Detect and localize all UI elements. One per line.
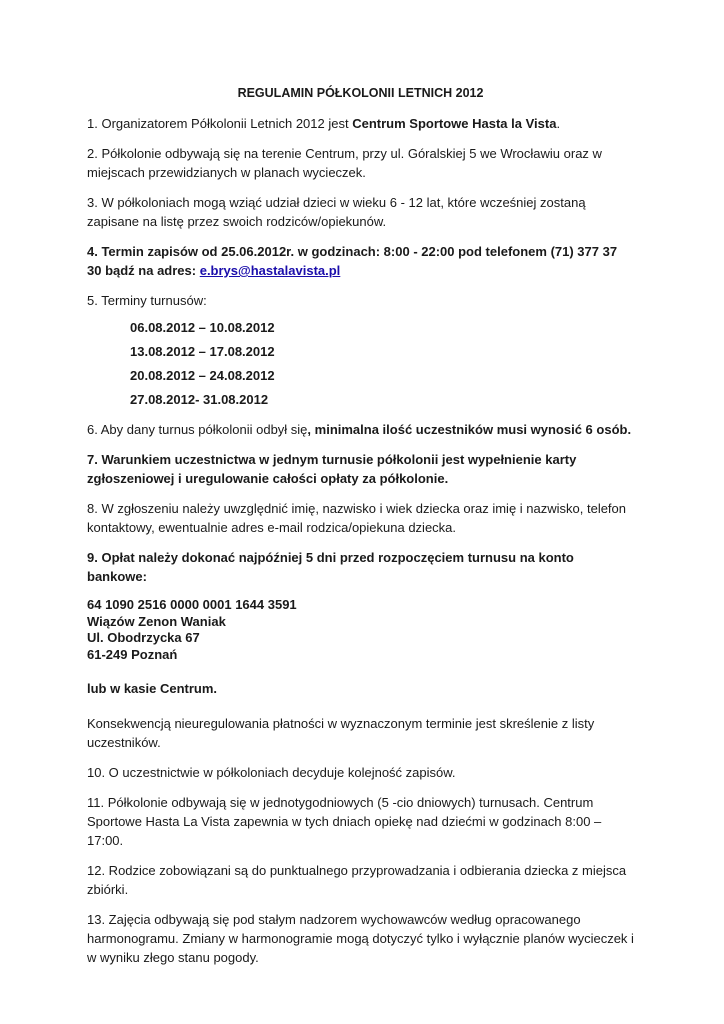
paragraph-6 <box>87 420 634 439</box>
turnus-item: 13.08.2012 – 17.08.2012 <box>130 344 275 359</box>
paragraph-2: 2. Półkolonie odbywają się na terenie Centrum, przy ul. Góralskiej 5 we Wrocławiu oraz w miejscach przewidzianych w planach wycieczek. <box>87 146 602 180</box>
paragraph-10: 10. O uczestnictwie w półkoloniach decyduje kolejność zapisów. <box>87 765 456 780</box>
paragraph-4-text: 4. Termin zapisów od 25.06.2012r. w godzinach: 8:00 - 22:00 pod telefonem (71) 377 37 30 bądź na adres: <box>87 244 618 278</box>
paragraph-12: 12. Rodzice zobowiązani są do punktualnego przyprowadzania i odbierania dziecka z miejsca zbiórki. <box>87 863 627 897</box>
bank-street: Ul. Obodrzycka 67 <box>87 630 200 645</box>
turnus-item: 20.08.2012 – 24.08.2012 <box>130 368 275 383</box>
bank-details <box>87 597 634 663</box>
organizer-name: Centrum Sportowe Hasta la Vista <box>352 116 557 131</box>
paragraph-1-end: . <box>556 116 561 131</box>
paragraph-5: 5. Terminy turnusów: <box>87 293 207 308</box>
paragraph-1-text: 1. Organizatorem Półkolonii Letnich 2012 jest <box>87 116 353 131</box>
paragraph-6-text: 6. Aby dany turnus półkolonii odbył się <box>87 422 308 437</box>
paragraph-1 <box>87 114 634 133</box>
bank-city: 61-249 Poznań <box>87 646 178 662</box>
bank-account-number: 64 1090 2516 0000 0001 1644 3591 <box>87 597 297 612</box>
page-title: REGULAMIN PÓŁKOLONII LETNICH 2012 <box>237 86 484 100</box>
paragraph-11: 11. Półkolonie odbywają się w jednotygodniowych (5 -cio dniowych) turnusach. Centrum Sportowe Hasta La Vista zapewnia w tych dniach opiekę nad dziećmi w godzinach 8:00 – 17:00. <box>87 795 602 848</box>
turnus-item: 27.08.2012- 31.08.2012 <box>130 392 269 407</box>
paragraph-7: 7. Warunkiem uczestnictwa w jednym turnusie półkolonii jest wypełnienie karty zgłoszeniowej i uregulowanie całości opłaty za półkolonie. <box>87 452 577 486</box>
paragraph-6-bold: , minimalna ilość uczestników musi wynosić 6 osób. <box>307 422 632 437</box>
email-link[interactable]: e.brys@hastalavista.pl <box>199 263 341 278</box>
turnus-item: 06.08.2012 – 10.08.2012 <box>130 320 275 335</box>
paragraph-9: 9. Opłat należy dokonać najpóźniej 5 dni przed rozpoczęciem turnusu na konto bankowe: <box>87 550 574 584</box>
turnus-list <box>87 318 634 409</box>
paragraph-8: 8. W zgłoszeniu należy uwzględnić imię, nazwisko i wiek dziecka oraz imię i nazwisko, telefon kontaktowy, ewentualnie adres e-mail rodzica/opiekuna dziecka. <box>87 501 627 535</box>
paragraph-13: 13. Zajęcia odbywają się pod stałym nadzorem wychowawców według opracowanego harmonogramu. Zmiany w harmonogramie mogą dotyczyć tylko i wyłącznie planów wycieczek i w wyniku złego stanu pogody. <box>87 912 634 965</box>
paragraph-3: 3. W półkoloniach mogą wziąć udział dzieci w wieku 6 - 12 lat, które wcześniej zostaną zapisane na listę przez swoich rodziców/opiekunów. <box>87 195 586 229</box>
consequence-note: Konsekwencją nieuregulowania płatności w wyznaczonym terminie jest skreślenie z listy uczestników. <box>87 716 595 750</box>
cash-desk-note: lub w kasie Centrum. <box>87 681 218 696</box>
paragraph-4 <box>87 242 634 280</box>
bank-account-holder: Wiązów Zenon Waniak <box>87 613 226 629</box>
